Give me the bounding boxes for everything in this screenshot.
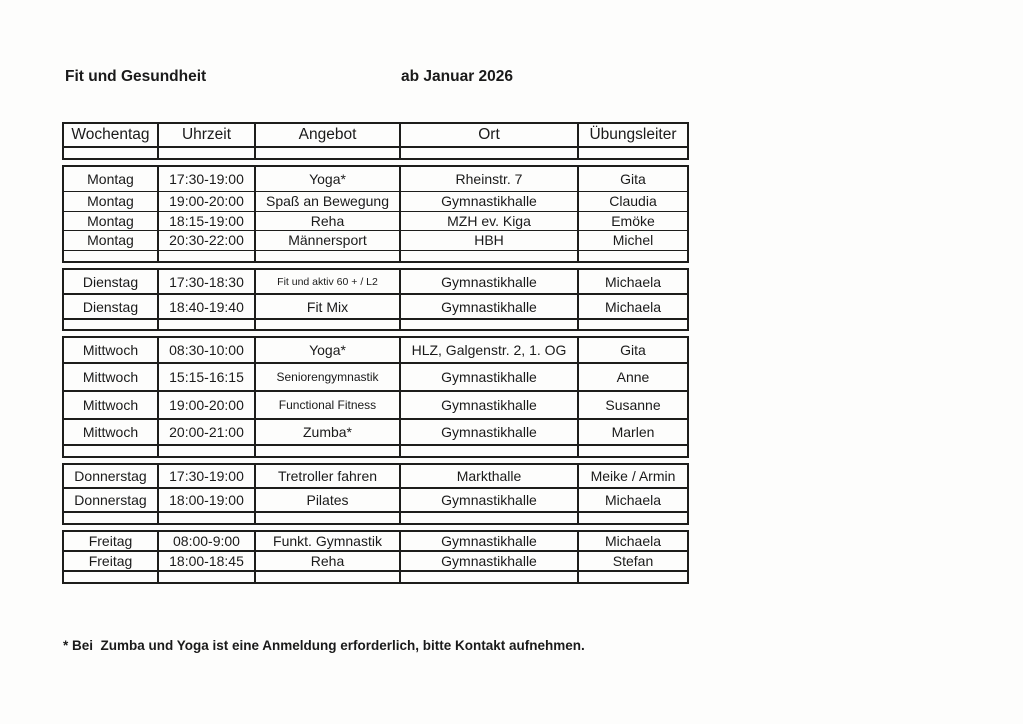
empty-row [63,147,688,159]
empty-cell [578,512,688,524]
cell-instructor: Claudia [578,191,688,211]
cell-offer: Zumba* [255,419,400,445]
cell-offer: Männersport [255,230,400,250]
schedule-row [63,391,688,419]
schedule-row [63,363,688,391]
empty-cell [578,571,688,583]
empty-cell [400,571,578,583]
cell-time: 08:30-10:00 [158,337,255,363]
cell-offer: Tretroller fahren [255,464,400,488]
cell-instructor: Michaela [578,531,688,551]
cell-offer: Yoga* [255,337,400,363]
cell-time: 17:30-19:00 [158,464,255,488]
cell-offer: Fit und aktiv 60 + / L2 [255,269,400,294]
empty-cell [158,319,255,330]
schedule-group-freitag [62,530,689,584]
cell-weekday: Donnerstag [63,464,158,488]
schedule-row [63,294,688,319]
empty-cell [63,571,158,583]
cell-time: 20:30-22:00 [158,230,255,250]
schedule-group-dienstag [62,268,689,331]
column-header-angebot: Angebot [255,123,400,147]
empty-cell [255,147,400,159]
cell-time: 18:00-18:45 [158,551,255,571]
cell-instructor: Stefan [578,551,688,571]
cell-time: 18:15-19:00 [158,211,255,230]
cell-instructor: Emöke [578,211,688,230]
cell-location: Gymnastikhalle [400,191,578,211]
empty-cell [158,445,255,457]
schedule-row [63,337,688,363]
cell-weekday: Dienstag [63,294,158,319]
cell-location: Gymnastikhalle [400,363,578,391]
column-header-wochentag: Wochentag [63,123,158,147]
cell-time: 19:00-20:00 [158,391,255,419]
empty-row [63,445,688,457]
schedule-row [63,230,688,250]
empty-cell [255,512,400,524]
empty-cell [255,571,400,583]
cell-instructor: Michaela [578,294,688,319]
cell-weekday: Montag [63,191,158,211]
empty-row [63,571,688,583]
cell-offer: Funkt. Gymnastik [255,531,400,551]
cell-time: 18:40-19:40 [158,294,255,319]
cell-weekday: Donnerstag [63,488,158,512]
empty-cell [255,250,400,262]
empty-cell [63,512,158,524]
empty-cell [63,319,158,330]
cell-weekday: Mittwoch [63,363,158,391]
column-header-uebungsleiter: Übungsleiter [578,123,688,147]
cell-instructor: Meike / Armin [578,464,688,488]
empty-cell [63,147,158,159]
cell-time: 15:15-16:15 [158,363,255,391]
cell-instructor: Gita [578,337,688,363]
empty-cell [63,445,158,457]
cell-time: 18:00-19:00 [158,488,255,512]
empty-cell [158,147,255,159]
cell-location: Gymnastikhalle [400,391,578,419]
schedule-row [63,488,688,512]
cell-instructor: Michaela [578,488,688,512]
cell-weekday: Montag [63,166,158,191]
empty-cell [400,319,578,330]
cell-instructor: Marlen [578,419,688,445]
cell-instructor: Michaela [578,269,688,294]
footnote: * Bei Zumba und Yoga ist eine Anmeldung erforderlich, bitte Kontakt aufnehmen. [63,638,585,653]
cell-location: Gymnastikhalle [400,294,578,319]
schedule-group-donnerstag [62,463,689,525]
schedule-row [63,269,688,294]
cell-offer: Yoga* [255,166,400,191]
cell-location: HBH [400,230,578,250]
cell-location: MZH ev. Kiga [400,211,578,230]
column-header-ort: Ort [400,123,578,147]
empty-row [63,250,688,262]
cell-offer: Reha [255,211,400,230]
cell-instructor: Anne [578,363,688,391]
column-header-uhrzeit: Uhrzeit [158,123,255,147]
cell-time: 17:30-19:00 [158,166,255,191]
empty-cell [63,250,158,262]
empty-row [63,512,688,524]
cell-weekday: Freitag [63,531,158,551]
schedule-row [63,531,688,551]
schedule-row [63,191,688,211]
schedule-header-group [62,122,689,160]
empty-cell [158,250,255,262]
empty-cell [578,250,688,262]
cell-offer: Spaß an Bewegung [255,191,400,211]
cell-location: Gymnastikhalle [400,419,578,445]
cell-location: Gymnastikhalle [400,531,578,551]
cell-instructor: Michel [578,230,688,250]
cell-time: 08:00-9:00 [158,531,255,551]
schedule-group-montag [62,165,689,263]
document-title: Fit und Gesundheit [65,68,207,85]
cell-weekday: Mittwoch [63,419,158,445]
empty-cell [400,512,578,524]
cell-location: HLZ, Galgenstr. 2, 1. OG [400,337,578,363]
schedule-row [63,419,688,445]
cell-offer: Reha [255,551,400,571]
cell-weekday: Dienstag [63,269,158,294]
cell-weekday: Mittwoch [63,391,158,419]
cell-instructor: Gita [578,166,688,191]
cell-offer: Fit Mix [255,294,400,319]
effective-date: ab Januar 2026 [401,68,514,85]
empty-cell [255,319,400,330]
cell-location: Gymnastikhalle [400,269,578,294]
cell-offer: Pilates [255,488,400,512]
cell-weekday: Freitag [63,551,158,571]
cell-weekday: Mittwoch [63,337,158,363]
schedule-row [63,211,688,230]
schedule-row [63,166,688,191]
cell-time: 20:00-21:00 [158,419,255,445]
cell-weekday: Montag [63,211,158,230]
empty-cell [400,147,578,159]
schedule-table [62,122,687,589]
empty-cell [400,250,578,262]
empty-cell [400,445,578,457]
cell-location: Gymnastikhalle [400,488,578,512]
cell-time: 19:00-20:00 [158,191,255,211]
cell-location: Markthalle [400,464,578,488]
empty-cell [578,319,688,330]
empty-cell [158,512,255,524]
schedule-row [63,464,688,488]
empty-cell [578,147,688,159]
cell-location: Rheinstr. 7 [400,166,578,191]
column-header-row [63,123,688,147]
schedule-group-mittwoch [62,336,689,458]
cell-offer: Functional Fitness [255,391,400,419]
cell-instructor: Susanne [578,391,688,419]
empty-cell [578,445,688,457]
empty-cell [255,445,400,457]
cell-offer: Seniorengymnastik [255,363,400,391]
cell-location: Gymnastikhalle [400,551,578,571]
empty-cell [158,571,255,583]
cell-weekday: Montag [63,230,158,250]
schedule-row [63,551,688,571]
cell-time: 17:30-18:30 [158,269,255,294]
empty-row [63,319,688,330]
